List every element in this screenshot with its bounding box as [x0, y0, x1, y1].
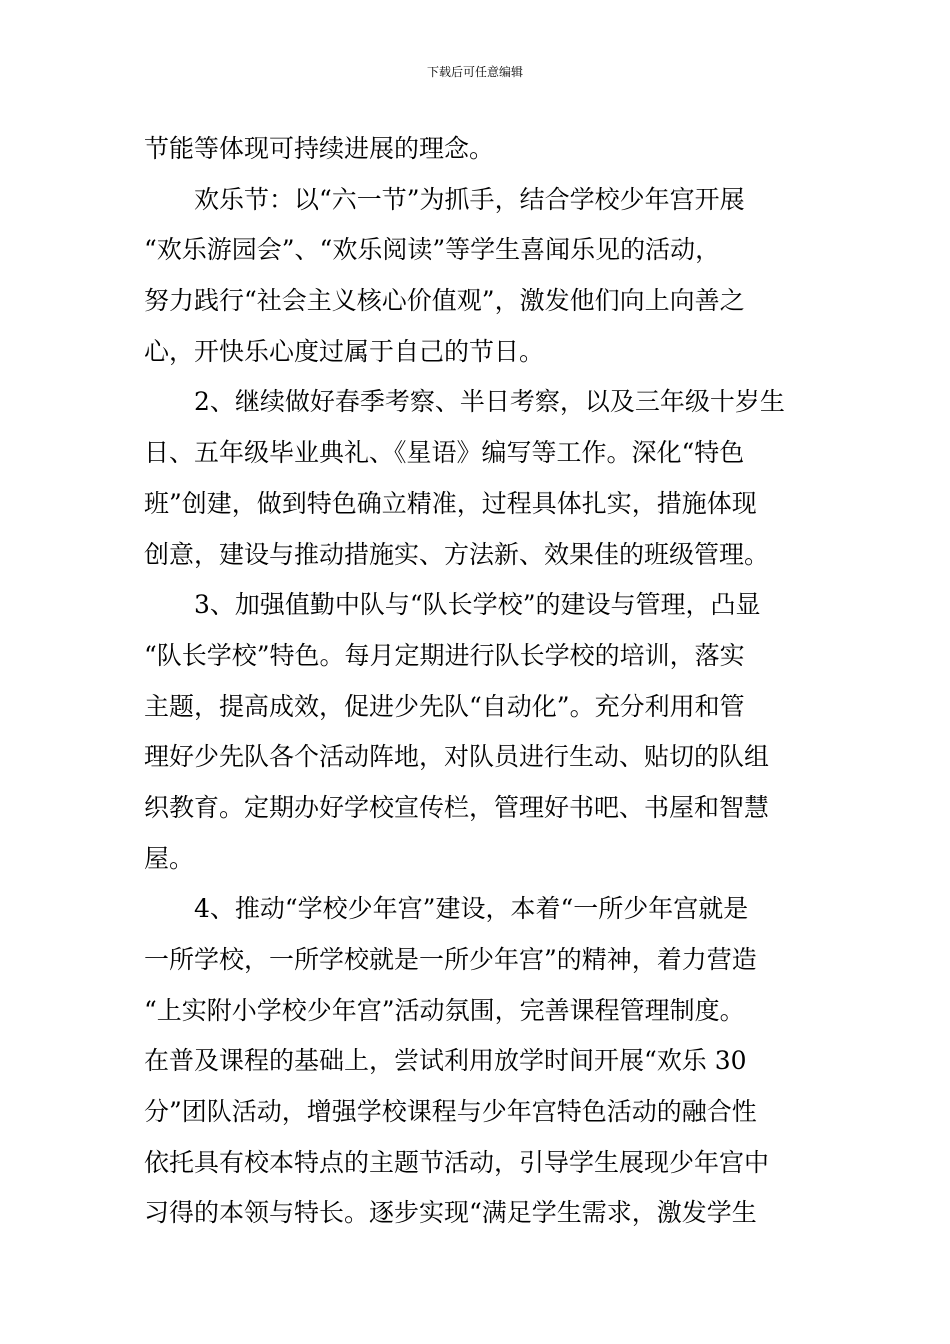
- page-header: 下载后可任意编辑: [426, 65, 523, 79]
- text-line: 3、加强值勤中队与“队长学校”的建设与管理，凸显: [194, 590, 761, 620]
- text-line: 织教育。定期办好学校宣传栏，管理好书吧、书屋和智慧: [144, 792, 770, 822]
- text-line: 习得的本领与特长。逐步实现“满足学生需求，激发学生: [144, 1198, 757, 1228]
- text-line: 心，开快乐心度过属于自己的节日。: [144, 336, 545, 366]
- text-line: “欢乐游园会”、“欢乐阅读”等学生喜闻乐见的活动，: [144, 235, 721, 265]
- text-line: 努力践行“社会主义核心价值观”，激发他们向上向善之: [144, 286, 745, 316]
- text-line: 分”团队活动，增强学校课程与少年宫特色活动的融合性: [144, 1097, 757, 1127]
- text-line: 依托具有校本特点的主题节活动，引导学生展现少年宫中: [144, 1147, 770, 1177]
- text-line: 理好少先队各个活动阵地，对队员进行生动、贴切的队组: [144, 742, 770, 772]
- text-line: 班”创建，做到特色确立精准，过程具体扎实，措施体现: [144, 488, 757, 518]
- text-line: 屋。: [144, 843, 195, 873]
- text-line: 日、五年级毕业典礼、《星语》编写等工作。深化“特色: [144, 438, 745, 468]
- text-line: 一所学校，一所学校就是一所少年宫”的精神，着力营造: [144, 945, 757, 974]
- text-line: “队长学校”特色。每月定期进行队长学校的培训，落实: [144, 640, 745, 670]
- text-line: 欢乐节：以“六一节”为抓手，结合学校少年宫开展: [194, 184, 745, 214]
- document-body: [144, 124, 809, 1239]
- text-line: 主题，提高成效，促进少先队“自动化”。充分利用和管: [144, 691, 745, 721]
- text-line: 2、继续做好春季考察、半日考察，以及三年级十岁生: [194, 387, 785, 417]
- text-line: 创意，建设与推动措施实、方法新、效果佳的班级管理。: [144, 539, 770, 569]
- text-line: 4、推动“学校少年宫”建设，本着“一所少年宫就是: [194, 894, 749, 924]
- text-line: 在普及课程的基础上，尝试利用放学时间开展“欢乐 30: [144, 1046, 747, 1076]
- text-line: “上实附小学校少年宫”活动氛围，完善课程管理制度。: [144, 995, 745, 1025]
- text-line: 节能等体现可持续进展的理念。: [144, 134, 495, 163]
